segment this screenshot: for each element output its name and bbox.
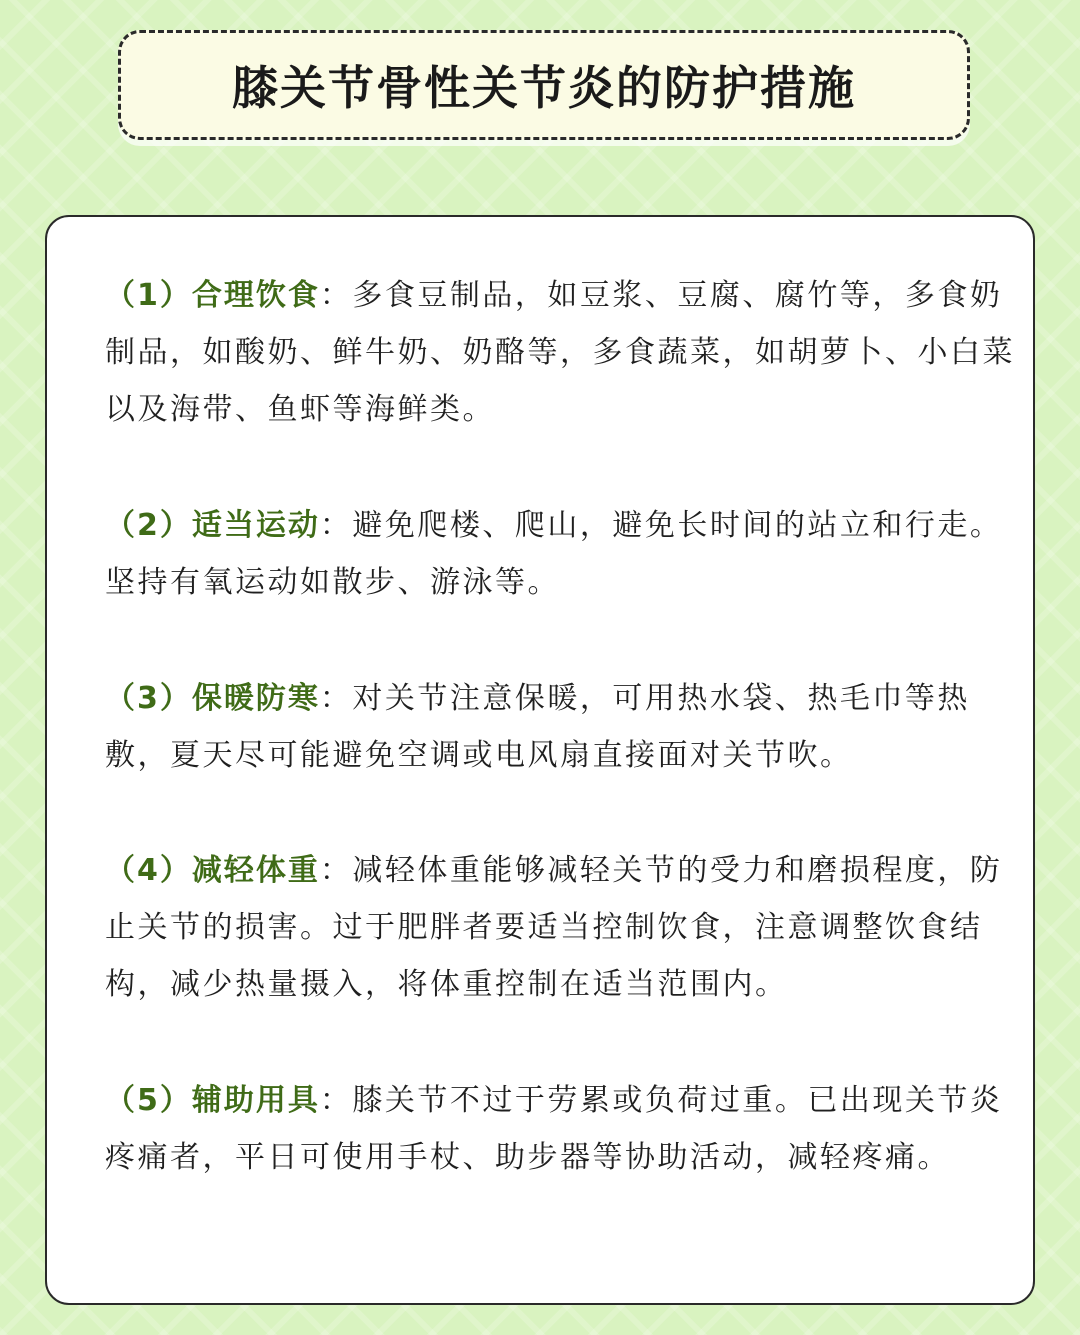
section-body: 多食豆制品，如豆浆、豆腐、腐竹等，多食奶制品，如酸奶、鲜牛奶、奶酪等，多食蔬菜，如胡萝卜、小白菜以及海带、鱼虾等海鲜类。 <box>105 278 1015 427</box>
section-diet <box>105 267 1025 438</box>
page-title: 膝关节骨性关节炎的防护措施 <box>232 61 856 115</box>
section-colon: ： <box>319 278 353 313</box>
section-colon: ： <box>319 508 353 543</box>
section-heading: （2）适当运动 <box>105 508 320 543</box>
section-heading: （3）保暖防寒 <box>105 681 320 716</box>
section-colon: ： <box>319 681 353 716</box>
section-heading: （4）减轻体重 <box>105 853 320 888</box>
section-colon: ： <box>319 1083 353 1118</box>
title-banner <box>118 30 970 140</box>
section-body: 减轻体重能够减轻关节的受力和磨损程度，防止关节的损害。过于肥胖者要适当控制饮食，注意调整饮食结构，减少热量摄入，将体重控制在适当范围内。 <box>105 853 1003 1002</box>
section-warmth <box>105 670 1025 784</box>
section-colon: ： <box>319 853 353 888</box>
section-heading: （5）辅助用具 <box>105 1083 320 1118</box>
section-body: 对关节注意保暖，可用热水袋、热毛巾等热敷，夏天尽可能避免空调或电风扇直接面对关节吹。 <box>105 681 970 773</box>
section-aids <box>105 1072 1025 1186</box>
section-body: 避免爬楼、爬山，避免长时间的站立和行走。坚持有氧运动如散步、游泳等。 <box>105 508 1003 600</box>
content-card <box>45 215 1035 1305</box>
section-heading: （1）合理饮食 <box>105 278 320 313</box>
section-exercise <box>105 497 1025 611</box>
section-body: 膝关节不过于劳累或负荷过重。已出现关节炎疼痛者，平日可使用手杖、助步器等协助活动，减轻疼痛。 <box>105 1083 1003 1175</box>
section-weight <box>105 842 1025 1013</box>
